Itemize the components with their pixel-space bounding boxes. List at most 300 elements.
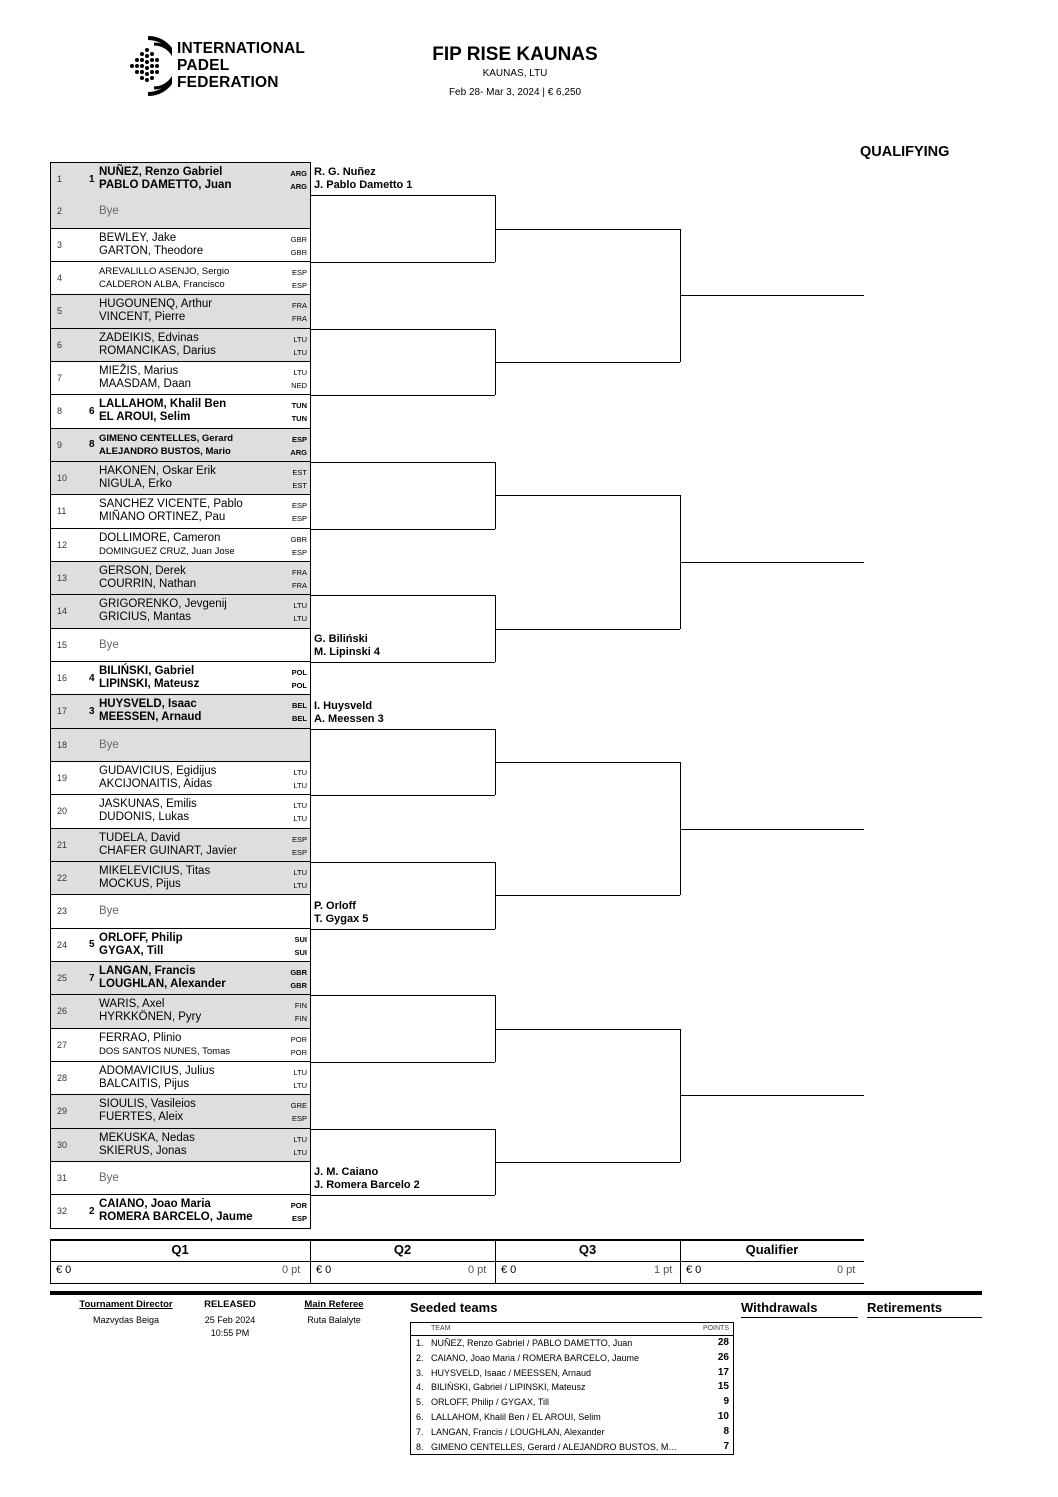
bracket-hline: [495, 762, 680, 763]
draw-row: [50, 995, 311, 1028]
draw-row: [50, 1029, 311, 1062]
country-codes: [292, 266, 307, 292]
seed-number: 2: [89, 1205, 95, 1217]
seeded-team-points: 28: [717, 1337, 729, 1348]
draw-row: [50, 862, 311, 895]
draw-row: [50, 962, 311, 995]
team-names: [99, 965, 226, 991]
player-2-country: LTU: [293, 880, 307, 890]
player-2-country: GBR: [290, 980, 307, 990]
draw-row: [50, 562, 311, 595]
draw-row: [50, 1095, 311, 1128]
country-codes: [291, 366, 307, 392]
player-2-name: PABLO DAMETTO, Juan: [99, 179, 232, 191]
referee-name: Ruta Balalyte: [307, 1315, 361, 1325]
draw-row: [50, 595, 311, 628]
q1-prize: € 0: [56, 1264, 72, 1276]
withdrawals-label: Withdrawals: [741, 1300, 818, 1315]
draw-number: 32: [57, 1206, 68, 1217]
bye-label: Bye: [99, 638, 119, 651]
player-1-name: HUGOUNENQ, Arthur: [99, 298, 213, 311]
country-codes: [291, 233, 307, 259]
team-names: [99, 865, 210, 891]
draw-number: 1: [57, 174, 63, 185]
q2-points: 0 pt: [468, 1264, 487, 1276]
country-codes: [292, 699, 307, 725]
fip-logo-icon: [126, 36, 172, 96]
seeded-team-row: [411, 1410, 733, 1425]
draw-row: [50, 895, 311, 928]
country-codes: [292, 499, 307, 525]
bracket-hline: [495, 629, 680, 630]
player-1-country: ESP: [291, 501, 307, 511]
player-2-name: ROMANCIKAS, Darius: [99, 344, 216, 357]
player-2-country: NED: [291, 380, 307, 390]
player-2-country: TUN: [291, 414, 307, 424]
seeded-team-row: [411, 1366, 733, 1381]
country-codes: [293, 1133, 307, 1159]
draw-row: [50, 929, 311, 962]
released-time: 10:55 PM: [210, 1328, 250, 1338]
team-names: [99, 398, 226, 424]
player-2-country: LTU: [293, 614, 307, 624]
q2-prize: € 0: [316, 1264, 332, 1276]
player-2-name: GARTON, Theodore: [99, 244, 204, 257]
player-1-name: TUDELA, David: [99, 831, 181, 844]
player-1-country: LTU: [293, 334, 307, 344]
draw-row: [50, 462, 311, 495]
player-2-name: CALDERON ALBA, Francisco: [99, 278, 225, 290]
seed-number: 7: [89, 972, 95, 984]
player-2-name: COURRIN, Nathan: [99, 577, 197, 590]
draw-row: [50, 362, 311, 395]
draw-number: 28: [57, 1073, 68, 1084]
logo-line-2: PADEL: [177, 57, 230, 74]
player-2-name: EL AROUI, Selim: [99, 411, 191, 424]
q1-points: 0 pt: [282, 1264, 301, 1276]
draw-row: [50, 395, 311, 428]
player-1-name: GRIGORENKO, Jevgenij: [99, 598, 227, 611]
page-title: FIP RISE KAUNAS: [432, 44, 598, 65]
draw-row: [50, 295, 311, 328]
player-1-name: HAKONEN, Oskar Erik: [99, 464, 216, 477]
seeded-team-points: 9: [723, 1396, 729, 1408]
qualifier-prize: € 0: [686, 1264, 702, 1276]
player-1-country: ESP: [291, 834, 307, 844]
country-codes: [291, 533, 307, 559]
draw-row: [50, 162, 311, 196]
draw-number: 4: [57, 273, 63, 284]
player-2-country: FIN: [294, 1014, 307, 1024]
seed-number: 1: [89, 173, 95, 185]
team-names: [99, 598, 227, 624]
player-1-name: CAIANO, Joao Maria: [99, 1198, 211, 1211]
advancer-player-2: T. Gygax 5: [314, 912, 369, 925]
country-codes: [290, 167, 307, 193]
player-1-country: LTU: [293, 367, 307, 377]
player-1-name: BILIŃSKI, Gabriel: [99, 664, 195, 677]
player-2-name: ROMERA BARCELO, Jaume: [99, 1211, 253, 1224]
draw-row: [50, 195, 311, 228]
draw-number: 30: [57, 1139, 68, 1150]
draw-number: 20: [57, 806, 68, 817]
bracket-hline: [495, 895, 680, 896]
player-1-country: ESP: [291, 434, 307, 444]
player-1-name: GIMENO CENTELLES, Gerard: [99, 432, 234, 444]
bracket-hline: [680, 295, 864, 296]
seeded-team-name: LANGAN, Francis / LOUGHLAN, Alexander: [431, 1426, 605, 1437]
draw-number: 31: [57, 1173, 68, 1184]
bracket-hline: [311, 995, 495, 996]
team-names: [99, 432, 233, 458]
player-2-name: AKCIJONAITIS, Aidas: [99, 777, 213, 790]
draw-row: [50, 795, 311, 828]
team-names: [99, 1065, 214, 1091]
points-column-header: POINTS: [702, 1325, 729, 1332]
draw-number: 27: [57, 1039, 68, 1050]
draw-row: [50, 529, 311, 562]
bracket-hline: [311, 262, 495, 263]
player-1-name: LANGAN, Francis: [99, 964, 196, 977]
bracket-hline: [311, 662, 495, 663]
player-2-country: LTU: [293, 814, 307, 824]
seed-rank: 3.: [416, 1367, 424, 1378]
team-names: [99, 332, 216, 358]
player-1-country: LTU: [293, 767, 307, 777]
advancer-player-2: A. Meessen 3: [314, 712, 384, 725]
seeded-team-row: [411, 1395, 733, 1410]
team-names: [99, 498, 243, 524]
country-codes: [294, 933, 307, 959]
draw-number: 19: [57, 773, 68, 784]
player-1-name: SIOULIS, Vasileios: [99, 1098, 196, 1111]
team-names: [99, 998, 201, 1024]
draw-number: 12: [57, 539, 68, 550]
team-names: [99, 1032, 230, 1058]
team-names: [99, 1098, 196, 1124]
seed-number: 5: [89, 939, 95, 951]
seed-number: 8: [89, 439, 95, 451]
player-2-country: ESP: [291, 847, 307, 857]
bye-label: Bye: [99, 905, 119, 918]
player-2-name: MOCKUS, Pijus: [99, 877, 181, 890]
seeded-teams-label: Seeded teams: [410, 1300, 498, 1315]
draw-number: 17: [57, 706, 68, 717]
seeded-team-name: CAIANO, Joao Maria / ROMERA BARCELO, Jaume: [431, 1352, 640, 1363]
round-q3-label: Q3: [578, 1242, 597, 1257]
player-2-name: BALCAITIS, Pijus: [99, 1077, 190, 1090]
draw-row: [50, 629, 311, 662]
country-codes: [293, 599, 307, 625]
country-codes: [292, 466, 307, 492]
player-2-name: NIGULA, Erko: [99, 477, 172, 490]
bracket-hline: [495, 1029, 680, 1030]
team-names: [99, 1132, 195, 1158]
seeded-team-name: GIMENO CENTELLES, Gerard / ALEJANDRO BUSTOS, M…: [431, 1441, 678, 1452]
player-1-country: FIN: [294, 1001, 307, 1011]
seeded-team-points: 10: [717, 1410, 729, 1422]
draw-number: 2: [57, 206, 63, 217]
player-2-name: DUDONIS, Lukas: [99, 811, 190, 824]
draw-number: 26: [57, 1006, 68, 1017]
bracket-hline: [495, 1162, 680, 1163]
seed-rank: 2.: [416, 1352, 424, 1363]
qualifier-points: 0 pt: [837, 1264, 856, 1276]
draw-number: 22: [57, 873, 68, 884]
player-2-name: VINCENT, Pierre: [99, 311, 186, 324]
seed-rank: 5.: [416, 1397, 424, 1408]
draw-number: 23: [57, 906, 68, 917]
player-1-country: ARG: [290, 169, 307, 178]
player-2-country: LTU: [293, 1147, 307, 1157]
bracket-hline: [311, 395, 495, 396]
team-names: [99, 832, 237, 858]
dates-prize: Feb 28- Mar 3, 2024 | € 6,250: [448, 87, 582, 98]
player-1-name: GERSON, Derek: [99, 564, 186, 577]
bye-label: Bye: [99, 205, 119, 218]
bracket-hline: [680, 1095, 864, 1096]
player-2-country: LTU: [293, 1080, 307, 1090]
draw-number: 7: [57, 373, 63, 384]
player-1-name: MIEŽIS, Marius: [99, 364, 179, 377]
draw-number: 9: [57, 439, 63, 450]
player-1-country: POL: [291, 667, 307, 677]
draw-number: 8: [57, 406, 63, 417]
team-names: [99, 665, 199, 691]
player-1-name: FERRAO, Plinio: [99, 1031, 182, 1044]
player-2-country: ESP: [291, 547, 307, 557]
bracket-hline: [311, 329, 495, 330]
referee-label: Main Referee: [304, 1299, 364, 1310]
seeded-team-name: LALLAHOM, Khalil Ben / EL AROUI, Selim: [431, 1411, 601, 1422]
player-1-country: GBR: [290, 967, 307, 977]
draw-number: 25: [57, 973, 68, 984]
player-2-name: MAASDAM, Daan: [99, 377, 192, 390]
draw-row: [50, 229, 311, 262]
section-label: QUALIFYING: [860, 144, 950, 160]
player-1-name: ADOMAVICIUS, Julius: [99, 1064, 215, 1077]
player-1-country: FRA: [292, 567, 307, 577]
seeded-team-row: [411, 1351, 733, 1366]
player-1-country: LTU: [293, 801, 307, 811]
country-codes: [292, 399, 307, 425]
team-names: [99, 798, 197, 824]
team-names: [99, 932, 183, 958]
country-codes: [292, 299, 307, 325]
player-1-name: DOLLIMORE, Cameron: [99, 531, 221, 544]
player-2-country: ARG: [290, 447, 307, 457]
player-1-country: LTU: [293, 867, 307, 877]
advancer-team: [314, 1166, 420, 1192]
player-1-country: ESP: [291, 267, 307, 277]
country-codes: [293, 766, 307, 792]
team-column-header: TEAM: [431, 1325, 451, 1332]
player-1-name: WARIS, Axel: [99, 998, 165, 1011]
draw-row: [50, 1195, 311, 1228]
draw-number: 29: [57, 1106, 68, 1117]
draw-number: 5: [57, 306, 63, 317]
bracket-hline: [311, 862, 495, 863]
player-1-country: POR: [290, 1034, 307, 1044]
player-1-country: LTU: [293, 601, 307, 611]
tournament-title: [380, 44, 650, 66]
player-1-country: EST: [292, 467, 307, 477]
draw-row: [50, 429, 311, 462]
player-2-country: ESP: [291, 1114, 307, 1124]
player-2-country: BEL: [292, 714, 307, 724]
player-1-name: MEKUSKA, Nedas: [99, 1131, 195, 1144]
player-2-country: LTU: [293, 780, 307, 790]
draw-row: [50, 1062, 311, 1095]
bracket-hline: [311, 462, 495, 463]
player-2-name: GRICIUS, Mantas: [99, 611, 192, 624]
round-q2-label: Q2: [393, 1242, 412, 1257]
draw-row: [50, 495, 311, 528]
advancer-player-2: J. Romera Barcelo 2: [314, 1179, 420, 1192]
player-1-name: ORLOFF, Philip: [99, 931, 183, 944]
retirements-label: Retirements: [867, 1300, 943, 1315]
draw-number: 21: [57, 839, 68, 850]
seeded-teams-table: [410, 1322, 734, 1455]
draw-number: 3: [57, 239, 63, 250]
draw-row: [50, 762, 311, 795]
draw-number: 14: [57, 606, 68, 617]
team-names: [99, 565, 196, 591]
country-codes: [291, 1033, 307, 1059]
advancer-player-1: P. Orloff: [314, 899, 356, 912]
player-1-name: LALLAHOM, Khalil Ben: [99, 398, 227, 411]
bracket-hline: [495, 362, 680, 363]
player-1-name: ZADEIKIS, Edvinas: [99, 331, 199, 344]
draw-number: 24: [57, 939, 68, 950]
released-label: RELEASED: [204, 1299, 256, 1310]
seeded-team-row: [411, 1336, 733, 1351]
bracket-hline: [311, 595, 495, 596]
country-codes: [292, 833, 307, 859]
seed-rank: 4.: [416, 1382, 424, 1393]
player-2-country: FRA: [292, 314, 307, 324]
country-codes: [291, 1199, 307, 1225]
country-codes: [293, 333, 307, 359]
logo-line-1: INTERNATIONAL: [177, 40, 306, 57]
advancer-team: [314, 700, 384, 726]
logo-line-3: FEDERATION: [177, 74, 279, 91]
seeded-team-points: 8: [723, 1425, 729, 1437]
player-1-country: SUI: [294, 934, 307, 944]
advancer-player-1: I. Huysveld: [314, 699, 373, 712]
player-2-country: LTU: [293, 347, 307, 357]
player-2-name: MEESSEN, Arnaud: [99, 711, 202, 724]
seed-number: 4: [89, 672, 95, 684]
country-codes: [292, 566, 307, 592]
player-1-country: GBR: [290, 234, 307, 244]
player-2-name: CHAFER GUINART, Javier: [99, 844, 237, 857]
draw-number: 18: [57, 739, 68, 750]
player-1-country: TUN: [291, 401, 307, 411]
player-2-name: GYGAX, Till: [99, 944, 164, 957]
round-qualifier-label: Qualifier: [745, 1242, 799, 1257]
bracket-hline: [495, 495, 680, 496]
location: KAUNAS, LTU: [482, 68, 548, 79]
player-2-name: SKIERUS, Jonas: [99, 1144, 187, 1157]
seed-number: 6: [89, 405, 95, 417]
seed-rank: 8.: [416, 1441, 424, 1452]
player-2-name: HYRKKÖNEN, Pyry: [99, 1011, 202, 1024]
bracket-hline: [311, 529, 495, 530]
player-2-country: FRA: [292, 580, 307, 590]
player-1-country: FRA: [292, 301, 307, 311]
seeded-team-row: [411, 1440, 733, 1455]
released-date: 25 Feb 2024: [204, 1315, 256, 1325]
bye-label: Bye: [99, 1172, 119, 1185]
advancer-player-1: G. Biliński: [314, 632, 368, 645]
player-1-name: HUYSVELD, Isaac: [99, 698, 197, 711]
advancer-player-2: M. Lipinski 4: [314, 645, 381, 658]
player-2-name: DOMINGUEZ CRUZ, Juan Jose: [99, 545, 235, 557]
bracket-hline: [680, 829, 864, 830]
seeded-team-points: 15: [717, 1381, 729, 1393]
fip-logo: [126, 36, 306, 96]
player-2-name: FUERTES, Aleix: [99, 1111, 184, 1124]
seed-number: 3: [89, 705, 95, 717]
player-2-country: POR: [290, 1047, 307, 1057]
player-1-name: MIKELEVICIUS, Titas: [99, 864, 211, 877]
country-codes: [292, 666, 307, 692]
draw-number: 15: [57, 639, 68, 650]
q3-points: 1 pt: [654, 1264, 673, 1276]
player-1-name: AREVALILLO ASENJO, Sergio: [99, 265, 230, 277]
round-q1-label: Q1: [171, 1242, 189, 1257]
advancer-team: [314, 166, 412, 192]
country-codes: [293, 866, 307, 892]
team-names: [99, 1198, 253, 1224]
advancer-player-2: J. Pablo Dametto 1: [314, 179, 413, 192]
seeded-team-name: BILIŃSKI, Gabriel / LIPINSKI, Mateusz: [431, 1382, 586, 1393]
director-label: Tournament Director: [79, 1299, 173, 1310]
player-2-country: ESP: [291, 514, 307, 524]
seeded-team-name: ORLOFF, Philip / GYGAX, Till: [431, 1397, 550, 1408]
team-names: [99, 698, 201, 724]
bracket-hline: [311, 795, 495, 796]
player-1-country: GBR: [290, 534, 307, 544]
seed-rank: 6.: [416, 1411, 424, 1422]
draw-row: [50, 695, 311, 728]
draw-row: [50, 1162, 311, 1195]
advancer-team: [314, 900, 368, 926]
player-2-country: POL: [291, 680, 307, 690]
director-name: Mazvydas Beiga: [92, 1315, 160, 1325]
seeded-team-name: NUÑEZ, Renzo Gabriel / PABLO DAMETTO, Juan: [431, 1338, 633, 1348]
bye-label: Bye: [99, 738, 119, 751]
player-1-country: GRE: [290, 1101, 307, 1111]
player-1-name: BEWLEY, Jake: [99, 231, 177, 244]
seed-rank: 1.: [416, 1338, 424, 1348]
country-codes: [290, 966, 307, 992]
player-1-country: BEL: [292, 701, 307, 711]
country-codes: [293, 799, 307, 825]
seeded-team-points: 17: [717, 1366, 729, 1378]
bracket-hline: [311, 1129, 495, 1130]
bracket-hline: [311, 195, 495, 196]
draw-number: 16: [57, 673, 68, 684]
country-codes: [291, 1099, 307, 1125]
bracket-hline: [311, 729, 495, 730]
draw-number: 13: [57, 573, 68, 584]
draw-number: 6: [57, 339, 63, 350]
player-2-country: EST: [292, 480, 307, 490]
seeded-team-points: 26: [717, 1351, 729, 1363]
q3-prize: € 0: [501, 1264, 517, 1276]
